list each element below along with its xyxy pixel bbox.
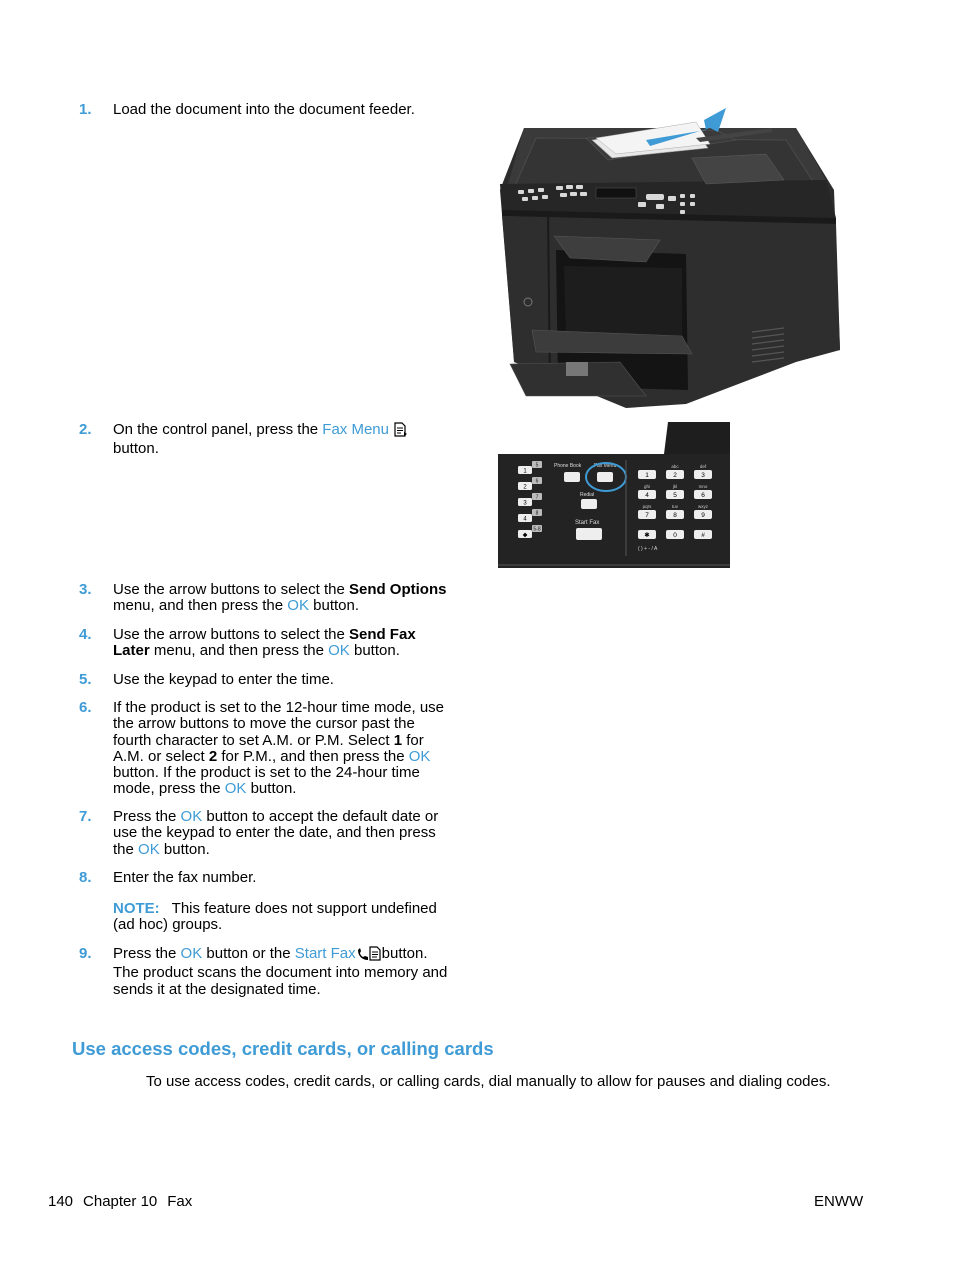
step-text-run: button. <box>246 780 297 798</box>
speed-dial-label: 4 <box>523 516 527 523</box>
step-text <box>113 582 449 615</box>
speed-dial-label: 2 <box>523 484 527 491</box>
fax-menu-label: Fax Menu <box>594 463 617 469</box>
keypad-digit: # <box>701 532 705 539</box>
step-text <box>113 870 449 886</box>
step-text-run: Press the <box>113 808 181 825</box>
keypad-digit: 5 <box>673 492 677 499</box>
step-text-run: Load the document into the document feeder. <box>113 101 415 118</box>
step-number: 8. <box>79 869 92 886</box>
step-text <box>113 422 433 458</box>
note <box>113 901 449 934</box>
step-text-run: menu, and then press the <box>149 642 329 660</box>
keypad-digit: 9 <box>701 512 705 519</box>
menu-name: 1 <box>393 731 403 749</box>
step-number: 5. <box>79 671 92 688</box>
button-name: OK <box>138 840 160 858</box>
button-name: Start Fax <box>294 945 356 962</box>
keypad-letters: ghi <box>643 484 651 489</box>
step-text <box>113 102 449 118</box>
keypad-digit: ✱ <box>644 532 650 539</box>
step-text <box>113 700 449 798</box>
keypad-digit: 0 <box>673 532 677 539</box>
keypad-digit: 1 <box>645 472 649 479</box>
note-text: This feature does not support undefined (ad hoc) groups. <box>113 900 437 934</box>
step-number: 1. <box>79 101 92 118</box>
step-text-run: Use the arrow buttons to select the <box>113 626 349 643</box>
step-number: 3. <box>79 581 92 598</box>
speed-dial-tab-label: 6 <box>535 478 539 485</box>
step-number: 6. <box>79 699 92 716</box>
step-text-run: button to accept the default date or use the keypad to enter the date, and then press the <box>113 808 439 858</box>
step-text <box>113 946 449 998</box>
redial-label: Redial <box>580 492 595 498</box>
speed-dial-tab-label: 5 <box>535 462 539 469</box>
button-name: OK <box>287 597 309 615</box>
chapter-topic: Fax <box>167 1193 193 1210</box>
step-text-run: for P.M., and then press the <box>217 747 409 765</box>
keypad-letters: pqrs <box>642 504 652 509</box>
keypad-letters: tuv <box>671 504 679 509</box>
step-text-run: Press the <box>113 945 181 962</box>
start-fax-icon <box>356 946 382 965</box>
step-text-run: button. <box>159 840 210 858</box>
fax-menu-button[interactable] <box>597 472 613 482</box>
step-text-run: If the product is set to the 12-hour time mode, use the arrow buttons to move the cursor past the fourth character to set A.M. or P.M. Select <box>113 699 445 749</box>
keypad-letters: def <box>699 464 707 469</box>
step-text-run: Enter the fax number. <box>113 869 257 886</box>
speed-dial-tab-label: 5-8 <box>533 526 541 533</box>
menu-name: Send Fax Later <box>113 626 416 660</box>
keypad-letters: wxyz <box>698 504 708 509</box>
keypad-digit: 8 <box>673 512 677 519</box>
step-text-run: button. The product scans the document into memory and sends it at the designated time. <box>113 945 448 998</box>
printer-illustration <box>496 100 842 410</box>
button-name: OK <box>180 808 203 825</box>
page-number: 140 <box>48 1193 74 1210</box>
keypad-digit: 4 <box>645 492 649 499</box>
keypad-letters: jkl <box>672 484 678 489</box>
note-label: NOTE: <box>113 900 160 917</box>
step-number: 2. <box>79 421 92 438</box>
keypad-digit: 6 <box>701 492 705 499</box>
speed-dial-tab-label: 8 <box>535 510 539 517</box>
extra-chars-label: ( ) + - / A <box>638 546 658 552</box>
step-number: 4. <box>79 626 92 643</box>
step-text-run: button or the <box>202 945 295 962</box>
start-fax-label: Start Fax <box>575 520 600 526</box>
speed-dial-tab-label: 7 <box>535 494 539 501</box>
keypad-letters: abc <box>671 464 679 469</box>
step-number: 9. <box>79 945 92 962</box>
menu-name: Send Options <box>348 581 447 598</box>
footer-left <box>48 1194 202 1210</box>
menu-name: 2 <box>208 747 218 765</box>
phone-book-label: Phone Book <box>554 463 582 469</box>
step-text-run: menu, and then press the <box>113 597 288 615</box>
step-text <box>113 672 449 688</box>
step-text-run: On the control panel, press the <box>113 421 323 438</box>
step-text-run: for A.M. or select <box>113 731 424 765</box>
redial-button[interactable] <box>581 499 597 509</box>
step-text <box>113 809 449 858</box>
phone-book-button[interactable] <box>564 472 580 482</box>
section-body: To use access codes, credit cards, or calling cards, dial manually to allow for pauses and dialing codes. <box>146 1073 831 1090</box>
keypad-digit: 2 <box>673 472 677 479</box>
button-name: OK <box>180 945 203 962</box>
step-text-run: Use the keypad to enter the time. <box>113 671 334 688</box>
step-text-run: Use the arrow buttons to select the <box>113 581 349 598</box>
control-panel-illustration <box>498 420 730 568</box>
step-text-run: button. <box>349 642 400 660</box>
button-name: OK <box>408 747 431 765</box>
footer-right: ENWW <box>814 1193 864 1210</box>
fax-menu-icon <box>393 422 408 441</box>
section-heading: Use access codes, credit cards, or calling cards <box>72 1038 494 1059</box>
step-text-run: button. If the product is set to the 24-hour time mode, press the <box>113 764 420 798</box>
button-name: OK <box>328 642 350 660</box>
keypad-letters: mno <box>698 484 708 489</box>
speed-dial-label: 3 <box>523 500 527 507</box>
speed-dial-label: 1 <box>523 468 527 475</box>
keypad-digit: 3 <box>701 472 705 479</box>
start-fax-button[interactable] <box>576 528 602 540</box>
step-number: 7. <box>79 808 92 825</box>
button-name: Fax Menu <box>322 421 389 438</box>
keypad-digit: 7 <box>645 512 649 519</box>
speed-dial-label: ◆ <box>522 532 528 539</box>
step-text <box>113 627 449 660</box>
step-text-run: button. <box>113 440 159 458</box>
step-text-run: button. <box>308 597 360 615</box>
button-name: OK <box>224 780 247 798</box>
chapter-label: Chapter 10 <box>83 1193 158 1210</box>
